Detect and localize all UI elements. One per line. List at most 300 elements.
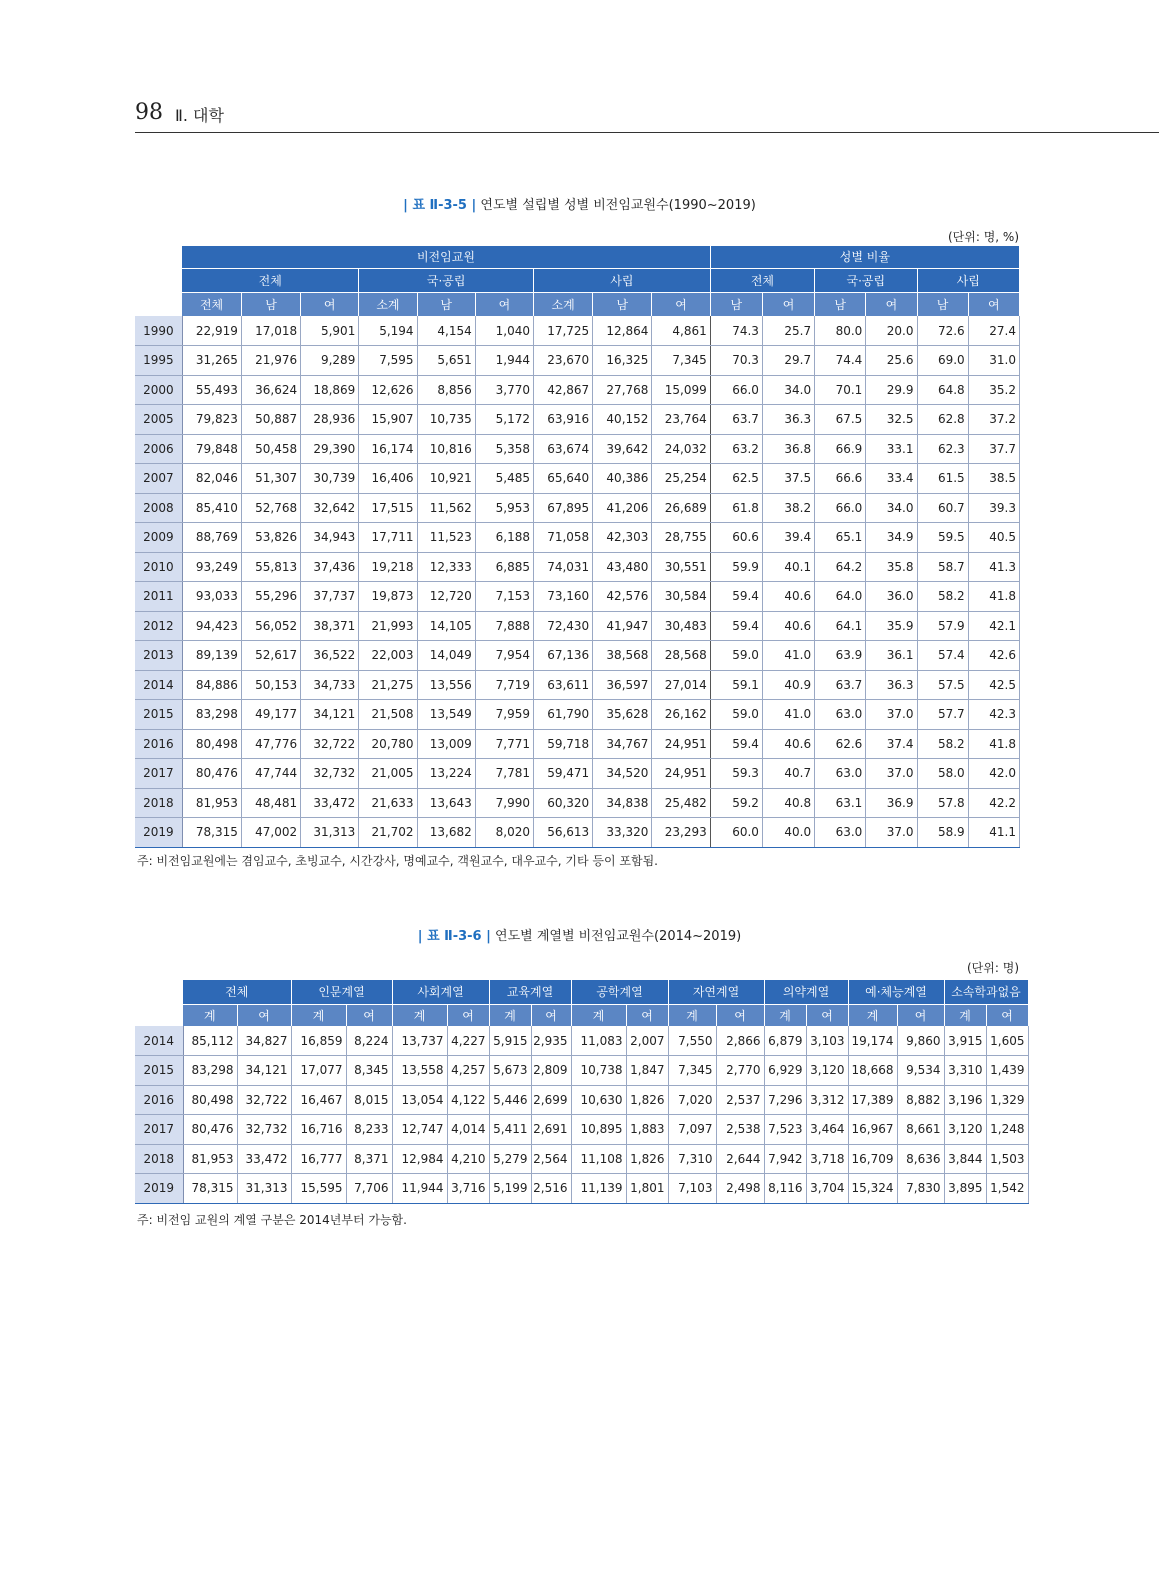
- table-cell: 13,054: [392, 1085, 447, 1115]
- table-cell: 20.0: [866, 316, 917, 346]
- table1-col-header: 남: [917, 292, 968, 316]
- table-cell: 8,015: [346, 1085, 392, 1115]
- table-cell: 80,476: [183, 1115, 237, 1145]
- table-cell: 7,345: [652, 346, 710, 376]
- table-cell: 41.8: [968, 582, 1019, 612]
- table-cell: 35,628: [593, 700, 652, 730]
- table-cell: 8,882: [897, 1085, 944, 1115]
- table-cell: 2,007: [626, 1026, 668, 1056]
- table1-col-header: 남: [417, 292, 475, 316]
- table-cell: 41.0: [762, 700, 814, 730]
- table-cell: 81,953: [182, 788, 241, 818]
- table-cell: 42.1: [968, 611, 1019, 641]
- table-cell: 41.3: [968, 552, 1019, 582]
- table-cell: 1,883: [626, 1115, 668, 1145]
- table-cell: 21,633: [359, 788, 417, 818]
- table-cell: 59.1: [710, 670, 762, 700]
- table-cell: 79,823: [182, 405, 241, 435]
- table-cell: 66.0: [815, 493, 866, 523]
- table-cell: 17,725: [533, 316, 592, 346]
- table-cell: 40,386: [593, 464, 652, 494]
- table2-col-header: 여: [237, 1004, 291, 1026]
- table-row: [135, 1174, 1028, 1204]
- table-cell: 8,020: [475, 818, 533, 848]
- table-cell: 6,188: [475, 523, 533, 553]
- table-cell: 84,886: [182, 670, 241, 700]
- table-cell: 79,848: [182, 434, 241, 464]
- table-cell: 1,826: [626, 1085, 668, 1115]
- table-cell: 3,196: [944, 1085, 986, 1115]
- table-cell: 56,613: [533, 818, 592, 848]
- table-cell: 12,333: [417, 552, 475, 582]
- table-cell: 12,720: [417, 582, 475, 612]
- table2-col-header: 여: [626, 1004, 668, 1026]
- table-row: [135, 582, 1020, 612]
- table-cell: 66.9: [815, 434, 866, 464]
- table-cell: 7,990: [475, 788, 533, 818]
- table-row: [135, 464, 1020, 494]
- table1-col-header: 전체: [182, 292, 241, 316]
- table-row: [135, 729, 1020, 759]
- table2: [135, 980, 1029, 1204]
- table2-col-header: 여: [806, 1004, 848, 1026]
- table-cell: 36.0: [866, 582, 917, 612]
- table-cell: 61.5: [917, 464, 968, 494]
- table1-col-header: 남: [815, 292, 866, 316]
- table-cell: 36,624: [241, 375, 300, 405]
- table-cell: 64.2: [815, 552, 866, 582]
- table-cell: 88,769: [182, 523, 241, 553]
- table-cell: 62.5: [710, 464, 762, 494]
- table-cell: 39,642: [593, 434, 652, 464]
- row-year: 2017: [135, 759, 182, 789]
- table-cell: 7,523: [764, 1115, 806, 1145]
- table-cell: 8,233: [346, 1115, 392, 1145]
- row-year: 2016: [135, 1085, 183, 1115]
- table-cell: 50,458: [241, 434, 300, 464]
- table-cell: 59.2: [710, 788, 762, 818]
- table-cell: 13,737: [392, 1026, 447, 1056]
- table2-group-header: 자연계열: [668, 980, 764, 1004]
- table-row: [135, 759, 1020, 789]
- table-cell: 55,813: [241, 552, 300, 582]
- table2-col-header: 계: [392, 1004, 447, 1026]
- table-cell: 66.6: [815, 464, 866, 494]
- table-cell: 16,859: [291, 1026, 346, 1056]
- section-title: Ⅱ. 대학: [175, 106, 224, 125]
- table-cell: 63.1: [815, 788, 866, 818]
- table-cell: 1,040: [475, 316, 533, 346]
- table-cell: 15,324: [848, 1174, 897, 1204]
- table-cell: 2,809: [531, 1056, 571, 1086]
- header-ratio-public: 국·공립: [815, 268, 917, 292]
- table-cell: 36.8: [762, 434, 814, 464]
- table-cell: 70.3: [710, 346, 762, 376]
- table-cell: 7,781: [475, 759, 533, 789]
- table-cell: 53,826: [241, 523, 300, 553]
- table-cell: 57.5: [917, 670, 968, 700]
- table-cell: 48,481: [241, 788, 300, 818]
- table-cell: 2,537: [716, 1085, 764, 1115]
- table-cell: 85,410: [182, 493, 241, 523]
- row-year: 1990: [135, 316, 182, 346]
- table-cell: 63.7: [710, 405, 762, 435]
- table1-label: | 표 Ⅱ-3-5 |: [403, 198, 477, 213]
- table-cell: 42,867: [533, 375, 592, 405]
- table-cell: 26,162: [652, 700, 710, 730]
- table-cell: 24,951: [652, 759, 710, 789]
- table-cell: 36.3: [762, 405, 814, 435]
- table2-group-header: 의약계열: [764, 980, 848, 1004]
- row-year: 2008: [135, 493, 182, 523]
- table-cell: 10,735: [417, 405, 475, 435]
- table-cell: 33,472: [301, 788, 359, 818]
- table-cell: 1,329: [986, 1085, 1028, 1115]
- table-cell: 57.7: [917, 700, 968, 730]
- table-cell: 9,860: [897, 1026, 944, 1056]
- table-cell: 10,816: [417, 434, 475, 464]
- header-nonfulltime: 비전임교원: [182, 246, 710, 268]
- table-cell: 8,371: [346, 1144, 392, 1174]
- table-cell: 18,668: [848, 1056, 897, 1086]
- table-row: [135, 316, 1020, 346]
- table-cell: 60.6: [710, 523, 762, 553]
- table-cell: 74.4: [815, 346, 866, 376]
- table-cell: 78,315: [182, 818, 241, 848]
- table-cell: 3,310: [944, 1056, 986, 1086]
- table-cell: 1,605: [986, 1026, 1028, 1056]
- table-row: [135, 405, 1020, 435]
- table-cell: 33,472: [237, 1144, 291, 1174]
- table-cell: 3,464: [806, 1115, 848, 1145]
- row-year: 2005: [135, 405, 182, 435]
- table-cell: 56,052: [241, 611, 300, 641]
- table-row: [135, 1056, 1028, 1086]
- table-cell: 17,389: [848, 1085, 897, 1115]
- table-cell: 29,390: [301, 434, 359, 464]
- table-cell: 5,651: [417, 346, 475, 376]
- table-cell: 22,919: [182, 316, 241, 346]
- table-row: [135, 493, 1020, 523]
- table-row: [135, 611, 1020, 641]
- table-cell: 3,770: [475, 375, 533, 405]
- table-cell: 16,777: [291, 1144, 346, 1174]
- row-year: 2006: [135, 434, 182, 464]
- table-cell: 42.3: [968, 700, 1019, 730]
- table-cell: 3,718: [806, 1144, 848, 1174]
- table-cell: 23,764: [652, 405, 710, 435]
- table-cell: 36,522: [301, 641, 359, 671]
- table-cell: 7,942: [764, 1144, 806, 1174]
- table-cell: 35.2: [968, 375, 1019, 405]
- table-cell: 34,520: [593, 759, 652, 789]
- table-cell: 30,739: [301, 464, 359, 494]
- table-cell: 58.2: [917, 729, 968, 759]
- table-cell: 42,303: [593, 523, 652, 553]
- table-cell: 12,984: [392, 1144, 447, 1174]
- table-cell: 63.0: [815, 759, 866, 789]
- table-cell: 40.7: [762, 759, 814, 789]
- table-cell: 59.0: [710, 700, 762, 730]
- table-cell: 63.7: [815, 670, 866, 700]
- table-cell: 35.8: [866, 552, 917, 582]
- table-cell: 13,549: [417, 700, 475, 730]
- table-cell: 63.9: [815, 641, 866, 671]
- table-row: [135, 788, 1020, 818]
- table-cell: 4,210: [447, 1144, 489, 1174]
- table-cell: 7,097: [668, 1115, 716, 1145]
- table-cell: 35.9: [866, 611, 917, 641]
- table-cell: 67.5: [815, 405, 866, 435]
- table-cell: 40.9: [762, 670, 814, 700]
- table2-group-header: 사회계열: [392, 980, 489, 1004]
- table-cell: 16,406: [359, 464, 417, 494]
- table-cell: 25,254: [652, 464, 710, 494]
- row-year: 2014: [135, 670, 182, 700]
- table-cell: 29.7: [762, 346, 814, 376]
- table2-col-header: 계: [571, 1004, 626, 1026]
- table-cell: 47,744: [241, 759, 300, 789]
- table-cell: 37.0: [866, 700, 917, 730]
- table-cell: 5,172: [475, 405, 533, 435]
- table-cell: 49,177: [241, 700, 300, 730]
- page-header: [135, 100, 1159, 133]
- table1-col-header: 여: [652, 292, 710, 316]
- row-year: 2017: [135, 1115, 183, 1145]
- table2-col-header: 계: [944, 1004, 986, 1026]
- table-cell: 7,954: [475, 641, 533, 671]
- table-cell: 41.1: [968, 818, 1019, 848]
- table-cell: 19,218: [359, 552, 417, 582]
- table-cell: 50,887: [241, 405, 300, 435]
- table-row: [135, 818, 1020, 848]
- table-cell: 22,003: [359, 641, 417, 671]
- table-cell: 21,993: [359, 611, 417, 641]
- table-row: [135, 523, 1020, 553]
- table-cell: 40.5: [968, 523, 1019, 553]
- table-cell: 34,838: [593, 788, 652, 818]
- table2-group-header: 공학계열: [571, 980, 668, 1004]
- table-cell: 8,661: [897, 1115, 944, 1145]
- table2-col-header: 계: [291, 1004, 346, 1026]
- table-cell: 32.5: [866, 405, 917, 435]
- table-cell: 34,827: [237, 1026, 291, 1056]
- table-cell: 80,476: [182, 759, 241, 789]
- row-year: 2009: [135, 523, 182, 553]
- table-cell: 17,077: [291, 1056, 346, 1086]
- table-row: [135, 1144, 1028, 1174]
- table-cell: 37.5: [762, 464, 814, 494]
- table-cell: 42.2: [968, 788, 1019, 818]
- table-cell: 27.4: [968, 316, 1019, 346]
- table-cell: 40.0: [762, 818, 814, 848]
- header-total: 전체: [182, 268, 359, 292]
- table-cell: 40.6: [762, 582, 814, 612]
- table-cell: 33.4: [866, 464, 917, 494]
- table-cell: 8,116: [764, 1174, 806, 1204]
- table-cell: 59.4: [710, 729, 762, 759]
- table-cell: 13,556: [417, 670, 475, 700]
- table-cell: 57.9: [917, 611, 968, 641]
- table-cell: 37.4: [866, 729, 917, 759]
- table-row: [135, 346, 1020, 376]
- table-cell: 1,847: [626, 1056, 668, 1086]
- table-cell: 3,915: [944, 1026, 986, 1056]
- table-cell: 2,564: [531, 1144, 571, 1174]
- table-cell: 33,320: [593, 818, 652, 848]
- table-cell: 52,768: [241, 493, 300, 523]
- table-cell: 3,704: [806, 1174, 848, 1204]
- table-cell: 62.6: [815, 729, 866, 759]
- table-row: [135, 641, 1020, 671]
- table-cell: 63,674: [533, 434, 592, 464]
- table-cell: 32,732: [301, 759, 359, 789]
- table-cell: 4,257: [447, 1056, 489, 1086]
- table-cell: 63.2: [710, 434, 762, 464]
- table1: [135, 246, 1020, 848]
- table-cell: 33.1: [866, 434, 917, 464]
- table-cell: 5,953: [475, 493, 533, 523]
- table1-col-header: 여: [301, 292, 359, 316]
- table-cell: 69.0: [917, 346, 968, 376]
- table-cell: 82,046: [182, 464, 241, 494]
- table-cell: 74,031: [533, 552, 592, 582]
- table1-col-header: 여: [968, 292, 1019, 316]
- table-cell: 2,866: [716, 1026, 764, 1056]
- table-cell: 58.7: [917, 552, 968, 582]
- table-row: [135, 375, 1020, 405]
- table-cell: 4,014: [447, 1115, 489, 1145]
- table-cell: 13,009: [417, 729, 475, 759]
- table-cell: 51,307: [241, 464, 300, 494]
- table-cell: 62.3: [917, 434, 968, 464]
- table2-note: 주: 비전임 교원의 계열 구분은 2014년부터 가능함.: [137, 1213, 407, 1227]
- table2-col-header: 여: [346, 1004, 392, 1026]
- table-cell: 7,153: [475, 582, 533, 612]
- table-cell: 1,826: [626, 1144, 668, 1174]
- table-cell: 25,482: [652, 788, 710, 818]
- row-year: 2013: [135, 641, 182, 671]
- table2-col-header: 계: [183, 1004, 237, 1026]
- table-cell: 7,888: [475, 611, 533, 641]
- table2-col-header: 여: [531, 1004, 571, 1026]
- table-cell: 25.6: [866, 346, 917, 376]
- table-cell: 52,617: [241, 641, 300, 671]
- table-cell: 28,755: [652, 523, 710, 553]
- table2-unit: (단위: 명): [967, 961, 1019, 975]
- table-cell: 7,345: [668, 1056, 716, 1086]
- table-cell: 64.8: [917, 375, 968, 405]
- table-cell: 59.5: [917, 523, 968, 553]
- table1-title: 연도별 설립별 성별 비전임교원수(1990~2019): [480, 198, 756, 213]
- table-cell: 59.4: [710, 611, 762, 641]
- table-cell: 36.3: [866, 670, 917, 700]
- table-cell: 12,747: [392, 1115, 447, 1145]
- row-year: 2018: [135, 788, 182, 818]
- table-cell: 60,320: [533, 788, 592, 818]
- table-cell: 21,976: [241, 346, 300, 376]
- table-cell: 67,136: [533, 641, 592, 671]
- table-cell: 25.7: [762, 316, 814, 346]
- table-cell: 1,801: [626, 1174, 668, 1204]
- table-cell: 13,682: [417, 818, 475, 848]
- page-number: 98: [135, 100, 163, 125]
- table-row: [135, 1115, 1028, 1145]
- table-cell: 10,738: [571, 1056, 626, 1086]
- table-cell: 21,005: [359, 759, 417, 789]
- row-year: 2014: [135, 1026, 183, 1056]
- table-cell: 1,503: [986, 1144, 1028, 1174]
- table-cell: 3,120: [944, 1115, 986, 1145]
- table-cell: 2,691: [531, 1115, 571, 1145]
- table-cell: 16,716: [291, 1115, 346, 1145]
- table1-unit: (단위: 명, %): [947, 230, 1019, 244]
- table-cell: 62.8: [917, 405, 968, 435]
- table-cell: 1,944: [475, 346, 533, 376]
- table-cell: 7,296: [764, 1085, 806, 1115]
- table-cell: 26,689: [652, 493, 710, 523]
- table-cell: 12,626: [359, 375, 417, 405]
- table-cell: 70.1: [815, 375, 866, 405]
- table-cell: 59.4: [710, 582, 762, 612]
- row-year: 2016: [135, 729, 182, 759]
- table-cell: 14,105: [417, 611, 475, 641]
- table-cell: 57.8: [917, 788, 968, 818]
- table-cell: 36.9: [866, 788, 917, 818]
- table-cell: 72.6: [917, 316, 968, 346]
- table-cell: 7,771: [475, 729, 533, 759]
- table-cell: 2,699: [531, 1085, 571, 1115]
- table-cell: 61,790: [533, 700, 592, 730]
- table-cell: 13,558: [392, 1056, 447, 1086]
- table-cell: 11,108: [571, 1144, 626, 1174]
- table-cell: 64.0: [815, 582, 866, 612]
- table-row: [135, 1085, 1028, 1115]
- table-cell: 32,722: [237, 1085, 291, 1115]
- table-cell: 30,584: [652, 582, 710, 612]
- table-cell: 40.6: [762, 611, 814, 641]
- table1-col-header: 소계: [359, 292, 417, 316]
- table-cell: 55,493: [182, 375, 241, 405]
- table-cell: 57.4: [917, 641, 968, 671]
- table-cell: 11,944: [392, 1174, 447, 1204]
- table-cell: 61.8: [710, 493, 762, 523]
- table-cell: 37.0: [866, 818, 917, 848]
- table-cell: 15,907: [359, 405, 417, 435]
- table-cell: 41.8: [968, 729, 1019, 759]
- table-cell: 36,597: [593, 670, 652, 700]
- table1-col-header: 남: [241, 292, 300, 316]
- table-cell: 43,480: [593, 552, 652, 582]
- table2-group-header: 전체: [183, 980, 291, 1004]
- table-cell: 93,033: [182, 582, 241, 612]
- table-cell: 85,112: [183, 1026, 237, 1056]
- table-cell: 2,935: [531, 1026, 571, 1056]
- table-cell: 38,568: [593, 641, 652, 671]
- table-cell: 3,895: [944, 1174, 986, 1204]
- table1-col-header: 여: [866, 292, 917, 316]
- table-cell: 17,515: [359, 493, 417, 523]
- table-cell: 42.6: [968, 641, 1019, 671]
- table-cell: 15,595: [291, 1174, 346, 1204]
- table-cell: 3,844: [944, 1144, 986, 1174]
- table-cell: 7,103: [668, 1174, 716, 1204]
- table-cell: 42.0: [968, 759, 1019, 789]
- table-cell: 16,325: [593, 346, 652, 376]
- table-cell: 34.9: [866, 523, 917, 553]
- table-cell: 5,446: [489, 1085, 531, 1115]
- table2-col-header: 계: [764, 1004, 806, 1026]
